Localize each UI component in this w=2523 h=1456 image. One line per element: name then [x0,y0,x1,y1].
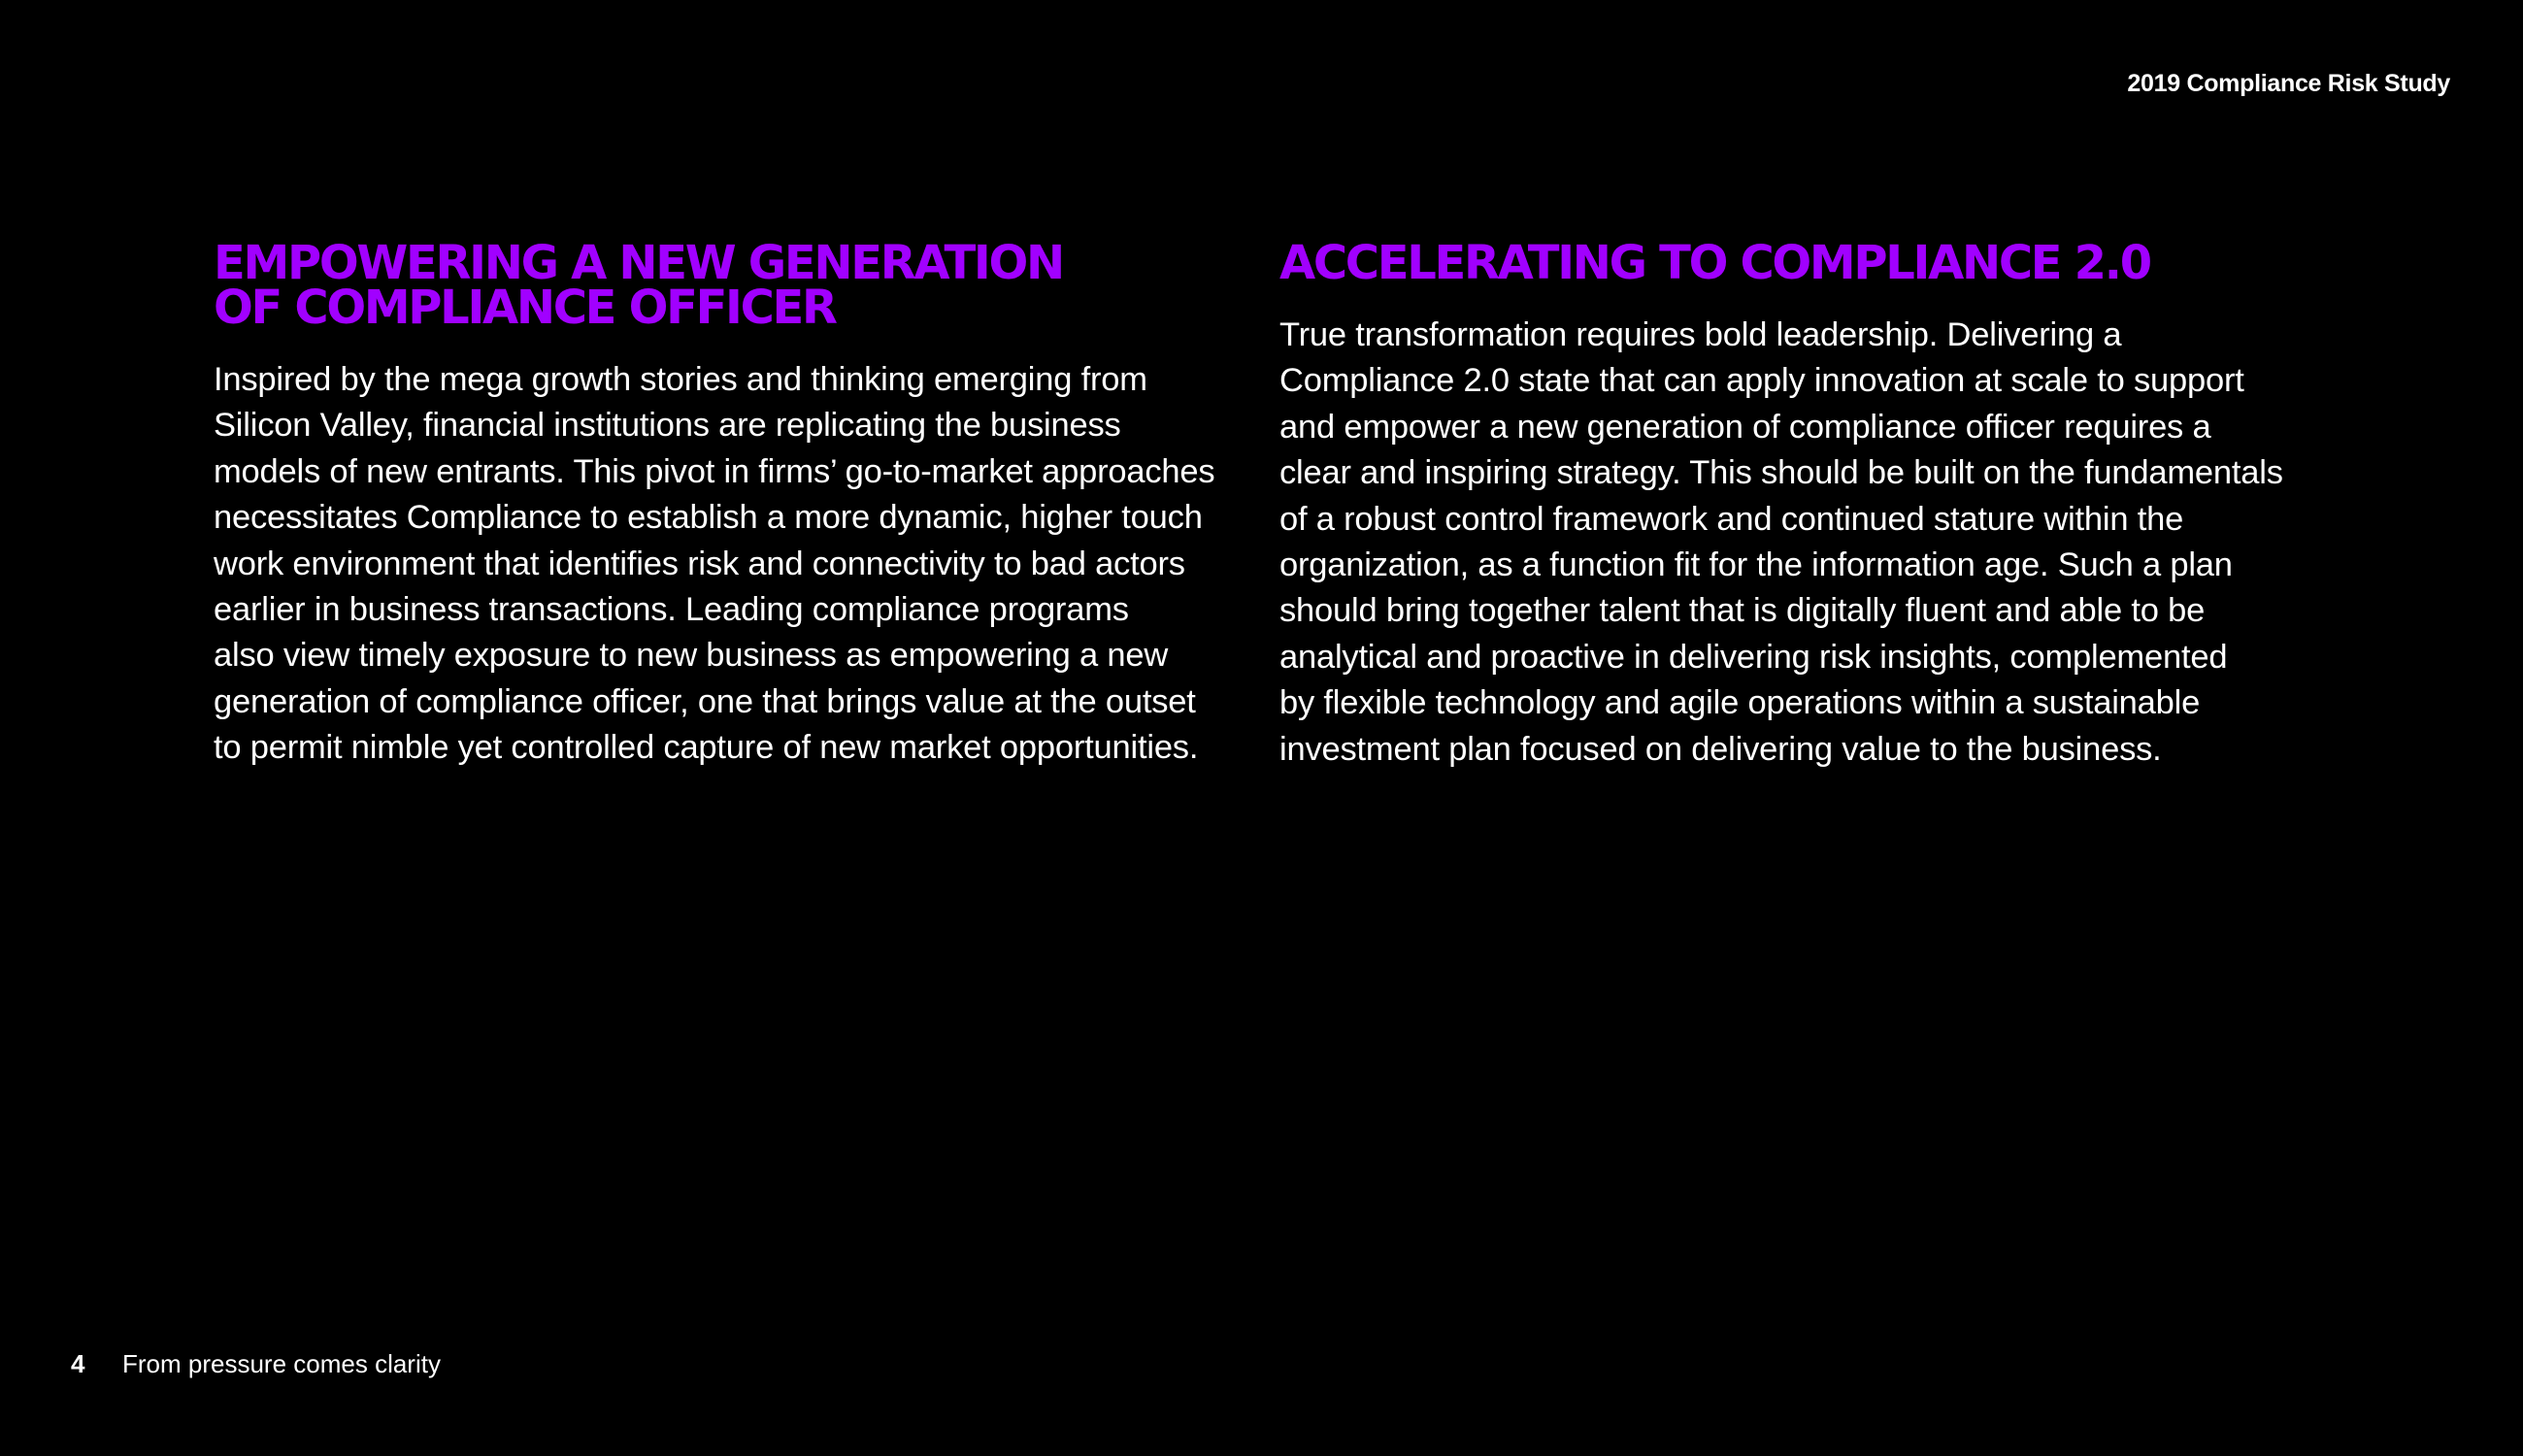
right-body-line: analytical and proactive in delivering risk insights, complemented [1279,638,2228,676]
right-column [1279,236,2328,773]
left-body-line: also view timely exposure to new business as empowering a new [214,637,1169,675]
right-body-line: True transformation requires bold leadership. Delivering a [1279,316,2122,353]
page-header-title: 2019 Compliance Risk Study [2127,70,2450,97]
left-body-line: earlier in business transactions. Leading compliance programs [214,591,1129,629]
right-body-line: and empower a new generation of compliance officer requires a [1279,408,2211,446]
left-body-line: Silicon Valley, financial institutions are replicating the business [214,407,1121,445]
right-body-line: clear and inspiring strategy. This should be built on the fundamentals [1279,454,2283,492]
left-body-line: models of new entrants. This pivot in firms’ go-to-market approaches [214,452,1215,490]
left-body-line: to permit nimble yet controlled capture of new market opportunities. [214,729,1199,767]
left-body-line: necessitates Compliance to establish a more dynamic, higher touch [214,499,1203,537]
left-column-heading [214,236,1243,335]
right-column-body [1279,313,2328,773]
footer-tagline: From pressure comes clarity [122,1349,441,1378]
left-body-line: Inspired by the mega growth stories and thinking emerging from [214,361,1147,398]
right-body-line: investment plan focused on delivering value to the business. [1279,730,2162,768]
left-column-body [214,357,1243,772]
right-body-line: organization, as a function fit for the information age. Such a plan [1279,546,2233,584]
left-body-line: work environment that identifies risk and connectivity to bad actors [214,545,1185,582]
left-heading-line: EMPOWERING A NEW GENERATION [214,236,1063,290]
right-body-line: Compliance 2.0 state that can apply innovation at scale to support [1279,362,2244,400]
page-number: 4 [71,1349,85,1378]
page-footer [71,1349,441,1379]
right-body-line: by flexible technology and agile operations within a sustainable [1279,684,2201,722]
right-body-line: should bring together talent that is digitally fluent and able to be [1279,592,2206,630]
right-body-line: of a robust control framework and continued stature within the [1279,500,2184,538]
right-column-heading [1279,236,2328,290]
left-body-line: generation of compliance officer, one that brings value at the outset [214,682,1196,720]
right-heading-line: ACCELERATING TO COMPLIANCE 2.0 [1279,236,2150,290]
left-heading-line: OF COMPLIANCE OFFICER [214,281,836,335]
left-column [214,236,1243,772]
